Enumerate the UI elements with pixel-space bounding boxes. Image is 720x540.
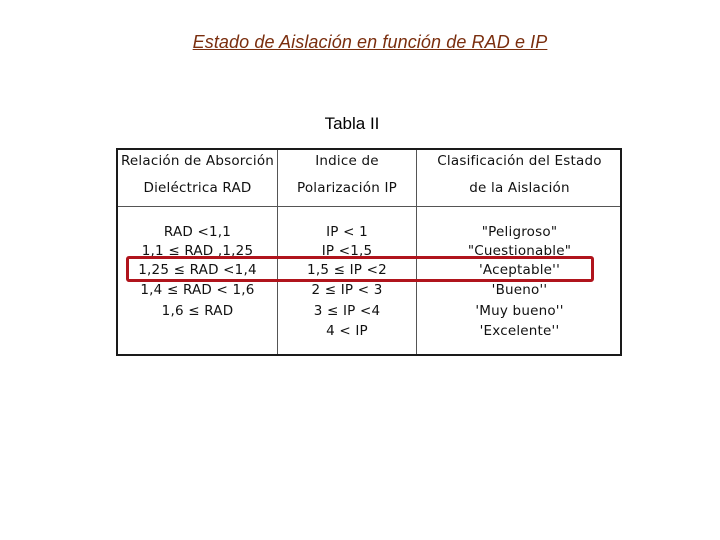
header-ip-line-1: Indice de [315,153,379,169]
page-title: Estado de Aislación en función de RAD e IP [192,32,548,52]
class-row: 'Excelente'' [479,323,560,339]
table-caption: Tabla II [324,114,380,133]
header-rad [118,150,277,206]
ip-row: IP <1,5 [321,243,373,259]
classification-table [116,148,622,356]
header-rad-line-1: Relación de Absorción [120,153,275,169]
rad-row: 1,25 ≤ RAD <1,4 [138,262,257,278]
ip-row: 4 < IP [326,323,368,339]
highlight-box [126,256,594,282]
class-column [417,222,622,352]
ip-row: 3 ≤ IP <4 [313,303,381,319]
header-class [417,150,622,206]
rad-column [118,222,277,352]
ip-row: 2 ≤ IP < 3 [311,282,383,298]
rad-row: RAD <1,1 [163,224,232,240]
rad-row: 1,4 ≤ RAD < 1,6 [140,282,255,298]
class-row: "Peligroso" [481,224,558,240]
ip-row: 1,5 ≤ IP <2 [307,262,387,278]
header-class-line-2: de la Aislación [469,180,570,196]
header-ip [278,150,416,206]
header-class-line-1: Clasificación del Estado [437,153,602,169]
header-rad-line-2: Dieléctrica RAD [143,180,252,196]
header-divider [118,206,620,207]
header-ip-line-2: Polarización IP [296,180,397,196]
class-row: "Cuestionable" [467,243,572,259]
class-row: 'Bueno'' [491,282,548,298]
ip-column [278,222,416,352]
class-row: 'Aceptable'' [478,262,561,278]
rad-row: 1,1 ≤ RAD ,1,25 [141,243,254,259]
class-row: 'Muy bueno'' [475,303,564,319]
rad-row: 1,6 ≤ RAD [161,303,234,319]
ip-row: IP < 1 [326,224,368,240]
